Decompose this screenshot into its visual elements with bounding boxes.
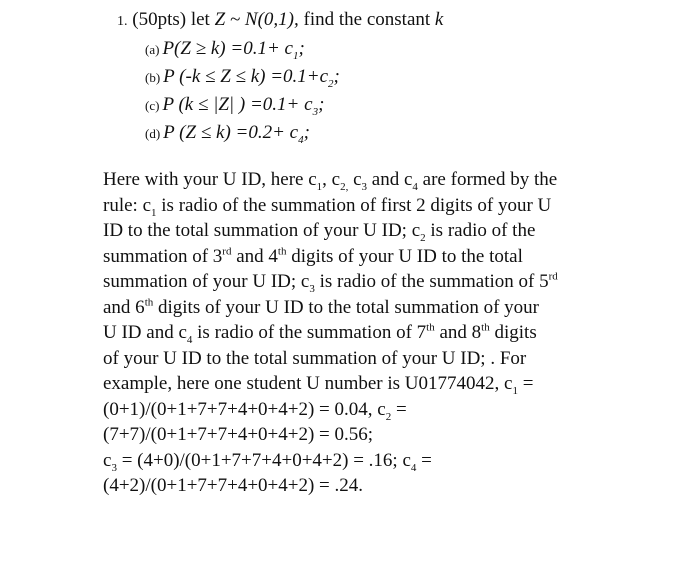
paragraph-line: (7+7)/(0+1+7+7+4+0+4+2) = 0.56; xyxy=(103,424,374,445)
part-a: (a) $P(Z \ge k) =0.1+ c_1$; xyxy=(145,38,305,62)
part-d: (d) P $(Z \le k) =0.2+ c_4$; xyxy=(145,122,310,146)
paragraph-line: and 6th digits of your U ID to the total summation of your xyxy=(103,296,540,318)
paragraph-line: U ID and $c_4$ is radio of the summation of 7th and 8th digits xyxy=(103,321,537,346)
part-c: (c) P (k ≤ |Z| ) $=0.1+ c_3$; xyxy=(145,94,325,118)
paragraph-line: summation of your U ID; $c_3$ is radio of the summation of 5rd xyxy=(103,270,558,295)
paragraph-line: summation of 3rd and 4th digits of your U ID to the total xyxy=(103,245,523,267)
paragraph-line: example, here one student U number is U01774042, $c_1$ = xyxy=(103,373,534,397)
paragraph-line: (4+2)/(0+1+7+7+4+0+4+2) = .24. xyxy=(103,475,364,496)
part-b: (b) P $(-k \le Z \le k) =0.1+c_2$; xyxy=(145,66,340,90)
paragraph-line: rule: $c_1$ is radio of the summation of first 2 digits of your U xyxy=(103,194,552,219)
constant-var: k xyxy=(434,9,444,30)
paragraph-line: (0+1)/(0+1+7+7+4+0+4+2) = 0.04, $c_2$ = xyxy=(103,398,407,423)
paragraph-line: of your U ID to the total summation of your U ID; . For xyxy=(103,347,527,369)
question-header: 1. (50pts) let Z ~ N(0,1), find the constant k xyxy=(117,9,444,30)
paragraph-line: ID to the total summation of your U ID; $c_2$ is radio of the xyxy=(103,220,536,244)
paragraph-line: $c_3 = (4+0)/(0+1+7+7+4+0+4+2) = .16$; $c_4$ = xyxy=(103,449,432,474)
question-intro: (50pts) let xyxy=(132,9,215,30)
question-number: 1. xyxy=(117,14,128,29)
explanation-paragraph xyxy=(103,167,603,499)
paragraph-line: Here with your U ID, here $c_1$, $c_{2,}$ $c_3$ and $c_4$ are formed by the xyxy=(103,169,558,193)
distribution-expr: Z ~ N(0,1), xyxy=(214,9,299,30)
